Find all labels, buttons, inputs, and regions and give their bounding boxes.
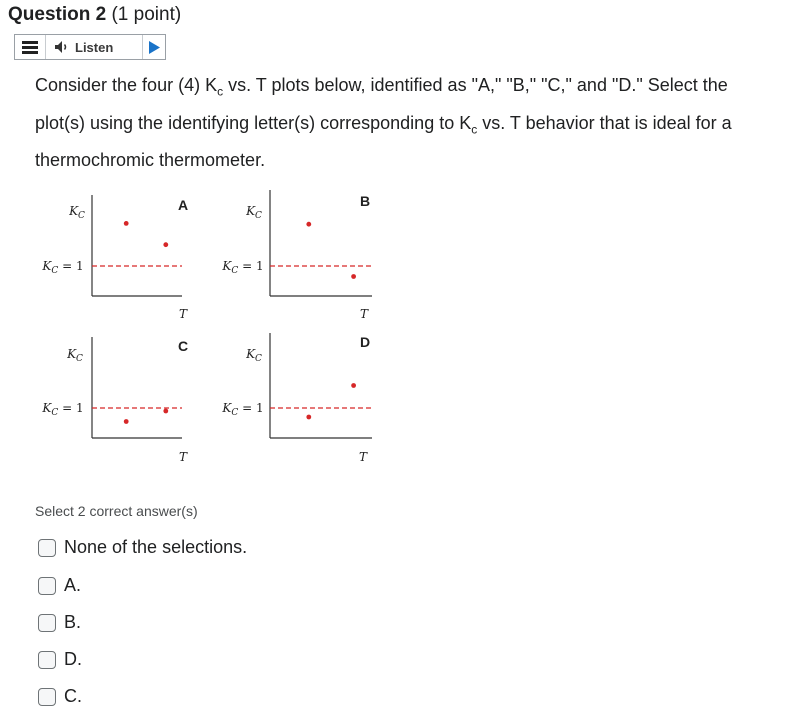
plot-a-letter: A (177, 197, 189, 213)
plot-a-y-label: $K_C$ (69, 204, 85, 221)
answer-checkbox[interactable] (38, 539, 56, 557)
plot-b-ref-label: $K_C = 1$ (222, 259, 264, 276)
prompt-text-3: vs. T behavior that is ideal for a thermochromic thermometer. (35, 112, 732, 171)
plot-d-letter: D (359, 334, 371, 350)
listen-label: Listen (75, 39, 114, 55)
answer-option[interactable] (38, 649, 82, 670)
answer-checkbox[interactable] (38, 577, 56, 595)
answer-option-label: A. (64, 575, 82, 595)
plot-b-point-1 (306, 222, 311, 227)
plot-c-letter: C (177, 338, 189, 354)
select-instruction: Select 2 correct answer(s) (35, 503, 198, 519)
plot-a-x-label: T (178, 307, 188, 321)
answer-option-label: None of the selections. (64, 537, 248, 557)
question-points: (1 point) (111, 4, 182, 25)
answer-option-label: D. (64, 649, 82, 669)
plot-d-x-label: T (358, 450, 368, 464)
answer-option[interactable] (38, 612, 81, 633)
plot-b-point-2 (351, 274, 356, 279)
plot-b-y-label: $K_C$ (246, 204, 262, 221)
plot-a-ref-label: $K_C = 1$ (42, 259, 84, 276)
answer-option[interactable] (38, 537, 247, 558)
answer-option[interactable] (38, 686, 82, 707)
answer-checkbox[interactable] (38, 614, 56, 632)
plot-d-y-label: $K_C$ (246, 347, 262, 364)
plot-d-point-2 (351, 383, 356, 388)
prompt-sub-2: c (471, 122, 478, 137)
prompt-text-2: vs. T plots below, identified as "A," "B," "C," and "D." Select the plot(s) using the identifying letter(s) corresponding to K (35, 75, 728, 133)
plot-c-x-label: T (178, 450, 188, 464)
plot-b-letter: B (359, 193, 371, 209)
plot-c-ref-label: $K_C = 1$ (42, 401, 84, 418)
prompt-text-1: Consider the four (4) K (35, 75, 218, 95)
answer-option-label: C. (64, 686, 82, 706)
plot-b-x-label: T (359, 307, 369, 321)
answer-checkbox[interactable] (38, 651, 56, 669)
plot-d-point-1 (306, 415, 311, 420)
plot-d-ref-label: $K_C = 1$ (222, 401, 264, 418)
plot-a-point-2 (163, 242, 168, 247)
plot-c-point-2 (163, 409, 168, 414)
plot-a-point-1 (124, 221, 129, 226)
answer-checkbox[interactable] (38, 688, 56, 706)
question-title: Question 2 (8, 4, 107, 25)
answer-option-label: B. (64, 612, 82, 632)
prompt-sub-1: c (217, 84, 224, 99)
plot-c-point-1 (124, 419, 129, 424)
plot-c-y-label: $K_C$ (67, 347, 83, 364)
answer-option[interactable] (38, 575, 81, 596)
